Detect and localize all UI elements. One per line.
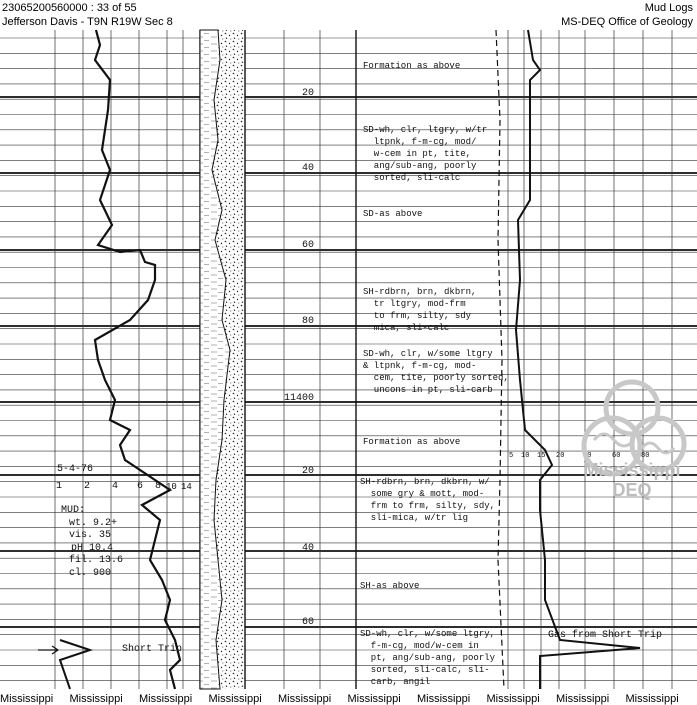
lithology-note: Formation as above <box>363 61 461 71</box>
depth-label: 40 <box>302 543 315 554</box>
footer-label: Mississippi <box>208 693 262 705</box>
lithology-note: SH-rdbrn, brn, dkbrn, tr ltgry, mod-frm to frm, silty, sdy mica, sli-calc <box>363 287 477 333</box>
lithology-note: SD-as above <box>363 209 423 219</box>
gas-tick: 10 <box>521 452 530 460</box>
gas-tick: 20 <box>556 452 565 460</box>
depth-label: 60 <box>302 617 315 628</box>
lithology-note: SD-wh, clr, ltgry, w/tr ltpnk, f-m-cg, mod/ w-cem in pt, tite, ang/sub-ang, poorly sorted, sli-calc <box>363 125 488 183</box>
footer-label: Mississippi <box>556 693 610 705</box>
footer-label: Mississippi <box>486 693 540 705</box>
scale-tick: 1 <box>56 481 63 492</box>
footer-label: Mississippi <box>0 693 54 705</box>
gas-tick: 15 <box>537 452 546 460</box>
gas-tick: 60 <box>612 452 621 460</box>
depth-label: 11400 <box>284 393 315 404</box>
depth-label: 20 <box>302 466 315 477</box>
gas-tick: 5 <box>509 452 514 460</box>
agency-name: MS-DEQ Office of Geology <box>561 16 693 28</box>
depth-label: 60 <box>302 240 315 251</box>
scale-tick: 8 <box>155 481 162 492</box>
lithology-note: SH-as above <box>360 581 420 591</box>
lithology-note: Formation as above <box>363 437 461 447</box>
watermark-line2: DEQ <box>612 480 652 500</box>
mud-properties: MUD: wt. 9.2+ vis. 35 pH 10.4 fil. 13.6 cl. 900 <box>61 505 124 579</box>
watermark-line1: Mississippi <box>583 460 681 480</box>
scale-tick: 2 <box>84 481 91 492</box>
short-trip-trace <box>60 640 90 689</box>
scale-tick: 14 <box>181 482 192 492</box>
log-date: 5-4-76 <box>57 464 94 475</box>
footer-label: Mississippi <box>625 693 679 705</box>
lithology-note: SD-wh, clr, w/some ltgry, f-m-cg, mod/w-cem in pt, ang/sub-ang, poorly sorted, sli-calc, sli- carb, angil <box>360 629 496 687</box>
footer-label: Mississippi <box>139 693 193 705</box>
lithology-note: SD-wh, clr, w/some ltgry & ltpnk, f-m-cg, mod- cem, tite, poorly sorted, uncons in pt, sli-carb <box>363 349 509 395</box>
footer-label: Mississippi <box>69 693 123 705</box>
scale-tick: 10 <box>166 482 177 492</box>
depth-label: 40 <box>302 163 315 174</box>
gas-short-trip-label: Gas from Short Trip <box>548 630 663 641</box>
document-type: Mud Logs <box>644 2 693 14</box>
gas-tick: 40 <box>583 452 592 460</box>
footer-strip <box>0 689 697 705</box>
deq-watermark <box>572 378 692 558</box>
depth-label: 20 <box>302 88 315 99</box>
scale-tick: 4 <box>112 481 119 492</box>
lithology-note: SH-rdbrn, brn, dkbrn, w/ some gry & mott, mod- frm to frm, silty, sdy, sli-mica, w/tr lig <box>360 477 496 523</box>
footer-label: Mississippi <box>278 693 332 705</box>
short-trip-label: Short Trip <box>122 644 183 655</box>
footer-label: Mississippi <box>347 693 401 705</box>
gas-tick: 80 <box>641 452 650 460</box>
file-info: 23065200560000 : 33 of 55 <box>2 2 137 14</box>
footer-label: Mississippi <box>417 693 471 705</box>
scale-tick: 6 <box>137 481 144 492</box>
well-location: Jefferson Davis - T9N R19W Sec 8 <box>2 16 173 28</box>
depth-label: 80 <box>302 316 315 327</box>
